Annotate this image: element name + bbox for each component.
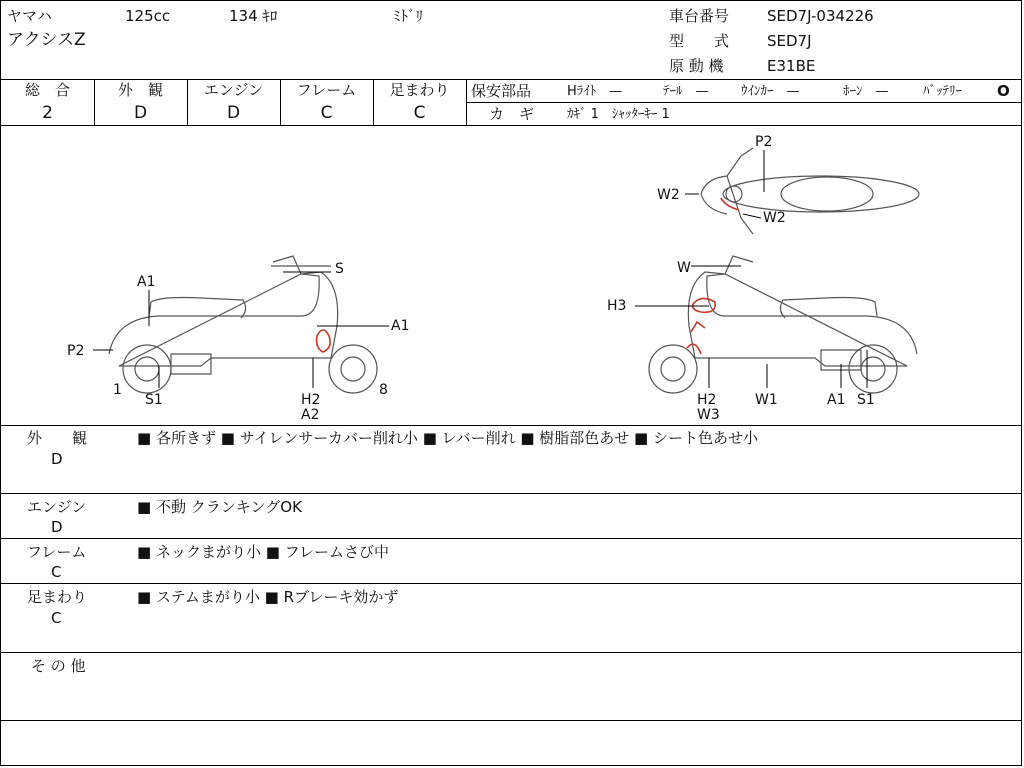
grade-exterior-value: D — [133, 103, 148, 123]
diagram-label: W2 — [657, 187, 680, 203]
diagram-label: A1 — [137, 274, 156, 290]
remark-exterior-grade: D — [51, 450, 63, 468]
diagram-label: 1 — [113, 382, 122, 398]
safety-winker: ｳｲﾝｶｰ — — [741, 84, 800, 99]
divider — [1, 425, 1021, 426]
diagram-label: W3 — [697, 407, 720, 423]
frame-no-label: 車台番号 — [669, 7, 730, 25]
remark-engine-label: エンジン — [27, 498, 87, 516]
safety-horn: ﾎｰﾝ — — [843, 84, 889, 99]
key-value: ｶｷﾞ 1 ｼｬｯﾀｰｷｰ 1 — [567, 107, 670, 122]
grade-frame-label: フレーム — [296, 81, 357, 99]
type-label: 型 式 — [669, 32, 730, 50]
grade-overall-label: 総 合 — [24, 81, 70, 99]
remark-exterior-text: ■ 各所きず ■ サイレンサーカバー削れ小 ■ レバー削れ ■ 樹脂部色あせ ■ シート色あせ小 — [137, 429, 759, 447]
right-side-scooter-sketch — [649, 256, 917, 393]
diagram-label: A1 — [391, 318, 410, 334]
grade-overall-value: 2 — [42, 103, 53, 123]
divider — [1, 720, 1021, 721]
top-view-scooter-sketch — [701, 148, 919, 234]
grade-suspension-value: C — [413, 103, 426, 123]
divider — [1, 652, 1021, 653]
displacement: 125cc — [125, 7, 171, 25]
model-name: アクシスZ — [7, 30, 86, 50]
remark-frame-text: ■ ネックまがり小 ■ フレームさび中 — [137, 543, 390, 561]
diagram-label: S1 — [145, 392, 163, 408]
diagram-label: A2 — [301, 407, 320, 423]
leader-lines — [93, 150, 867, 388]
frame-no: SED7J-034226 — [767, 7, 874, 25]
remark-suspension-label: 足まわり — [27, 588, 88, 606]
grade-engine-label: エンジン — [203, 81, 264, 99]
grade-frame-value: C — [320, 103, 333, 123]
key-label: カ ギ — [489, 105, 535, 123]
diagram-label: W1 — [755, 392, 778, 408]
diagram-label: H2 — [301, 392, 321, 408]
divider — [466, 102, 1021, 103]
safety-headlight: Hﾗｲﾄ — — [567, 84, 623, 99]
remark-engine-grade: D — [51, 518, 63, 536]
mileage: 134 ｷﾛ — [229, 7, 278, 25]
diagram-label: W — [677, 260, 691, 276]
diagram-label: W2 — [763, 210, 786, 226]
grade-engine-value: D — [226, 103, 241, 123]
engine-label: 原 動 機 — [669, 57, 724, 75]
engine-value: E31BE — [767, 57, 816, 75]
remark-suspension-grade: C — [51, 609, 62, 627]
remark-engine-text: ■ 不動 クランキングOK — [137, 498, 302, 516]
type-value: SED7J — [767, 32, 812, 50]
remark-suspension-text: ■ ステムまがり小 ■ Rブレーキ効かず — [137, 588, 399, 606]
divider — [1, 79, 1021, 80]
divider — [1, 583, 1021, 584]
maker: ヤマハ — [7, 7, 52, 25]
grade-suspension-label: 足まわり — [389, 81, 450, 99]
divider — [1, 493, 1021, 494]
safety-battery: ﾊﾞｯﾃﾘｰ — [923, 84, 962, 99]
safety-taillight: ﾃｰﾙ — — [663, 84, 709, 99]
diagram-label: H3 — [607, 298, 627, 314]
damage-diagram — [1, 126, 1021, 426]
diagram-label: 8 — [379, 382, 388, 398]
remark-frame-grade: C — [51, 563, 62, 581]
divider — [1, 538, 1021, 539]
remark-frame-label: フレーム — [27, 543, 87, 561]
color: ﾐﾄﾞﾘ — [393, 7, 424, 25]
remark-exterior-label: 外 観 — [27, 429, 88, 447]
damage-mark-left — [317, 330, 331, 352]
diagram-label: S1 — [857, 392, 875, 408]
diagram-label: H2 — [697, 392, 717, 408]
safety-label: 保安部品 — [471, 82, 532, 100]
grade-exterior-label: 外 観 — [117, 81, 163, 99]
diagram-label: S — [335, 261, 344, 277]
diagram-label: P2 — [755, 134, 773, 150]
diagram-label: P2 — [67, 343, 85, 359]
battery-status-mark: O — [997, 82, 1010, 100]
diagram-label: A1 — [827, 392, 846, 408]
remark-other-label: そ の 他 — [31, 657, 86, 675]
